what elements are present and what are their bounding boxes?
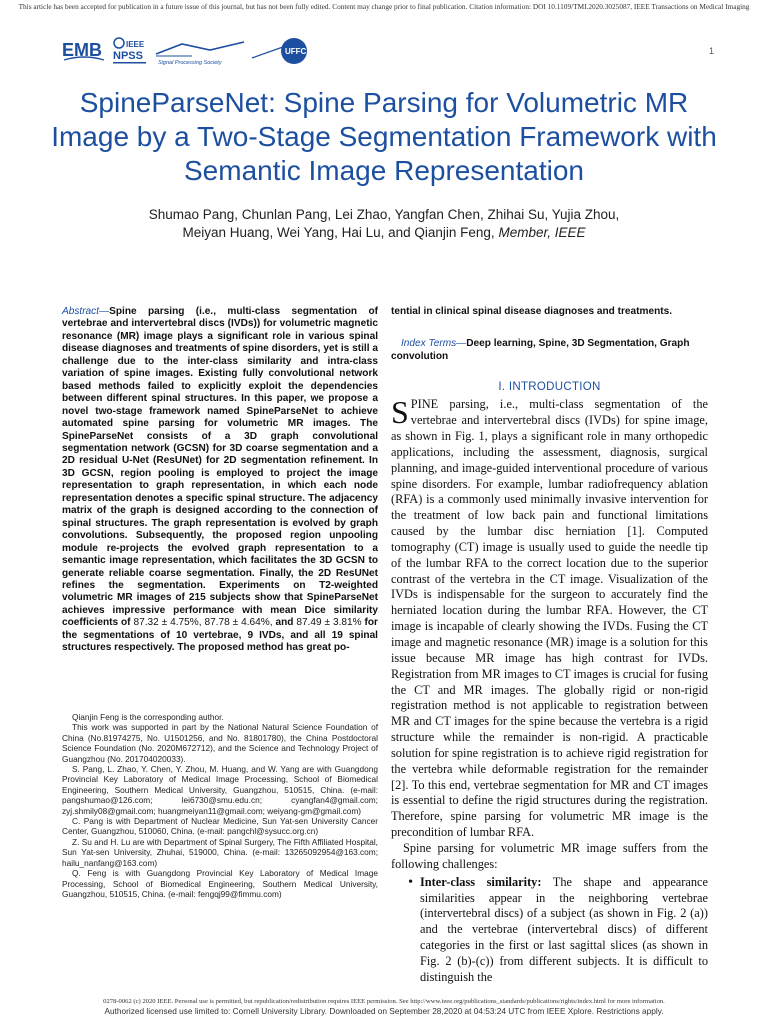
footnote-funding: This work was supported in part by the National Natural Science Foundation of China (No.81974275, No. U1501256, and No. 81801780), the China Postdoctoral Science Foundation (No. 2020M672712), and the Science and Technology Project of Guangzhou (No. 201704020033).: [62, 722, 378, 764]
abstract: [62, 306, 378, 655]
challenge-bullet: [391, 875, 708, 986]
footnote-affiliation-4: Q. Feng is with Guangdong Provincial Key Laboratory of Medical Image Processing, School of Biomedical Engineering, Southern Medical University, Guangzhou, 510515, China. (e-mail: fengqj99@fimmu.com): [62, 868, 378, 899]
svg-text:EMB: EMB: [62, 40, 102, 60]
footnote-affiliation-1: S. Pang, L. Zhao, Y. Chen, Y. Zhou, M. Huang, and W. Yang are with Guangdong Provincial Key Laboratory of Medical Image Processing, School of Biomedical Engineering, Southern Medical University, Guangzhou, 510515, China. (e-mail: pangshumao@126.com; lei6730@smu.edu.cn; cyangfan4@gmail.com; zyj.shmily08@gmail.com; huangmeiyan11@gmail.com; weiyang-gm@gmail.com): [62, 764, 378, 816]
section-heading: [391, 381, 708, 393]
bullet-body: The shape and appearance similarities appear in the neighboring vertebrae (intervertebral discs) of a subject (as shown in Fig. 2 (a)) and the vertebrae (intervertebral discs) of different categories in the first or last sagittal slices (as shown in Fig. 2 (b)-(c)) from different subjects. It is difficult to distinguish the: [420, 874, 708, 984]
author-list: [60, 206, 708, 242]
section-title: INTRODUCTION: [508, 381, 601, 394]
npss-logo: [112, 36, 148, 66]
signal-processing-society-logo: [152, 36, 248, 66]
intro-paragraph-1: [391, 394, 708, 841]
svg-text:IEEE: IEEE: [126, 40, 145, 49]
bullet-dot-icon: •: [408, 874, 413, 890]
footnote-affiliation-2: C. Pang is with Department of Nuclear Medicine, Sun Yat-sen University Cancer Center, Guangzhou, 510060, China. (e-mail: pangchl@sysucc.org.cn): [62, 816, 378, 837]
right-column: [391, 306, 708, 986]
section-number: I.: [498, 381, 506, 394]
footnotes: [62, 712, 378, 899]
svg-text:UFFC: UFFC: [285, 47, 307, 56]
index-terms: [391, 338, 708, 363]
drop-cap: S: [391, 394, 409, 431]
copyright-notice: 0278-0062 (c) 2020 IEEE. Personal use is permitted, but republication/redistribution requires IEEE permission. See http://www.ieee.org/publications_standards/publications/rights/index.html for more information.: [103, 998, 665, 1005]
uffc-logo: [250, 36, 310, 66]
abstract-text-1: Spine parsing (i.e., multi-class segmentation of vertebrae and intervertebral discs (IVDs)) for volumetric magnetic resonance (MR) image plays a significant role in various spinal disease diagnoses and treatments of spine disorders, yet is still a challenge due to the inter-class similarity and intra-class variation of spine images. Existing fully convolutional network based methods failed to explicitly exploit the dependencies between different spinal structures. In this paper, we propose a novel two-stage framework named SpineParseNet to achieve automated spine parsing for volumetric MR images. The SpineParseNet consists of a 3D graph convolutional segmentation network (GCSN) for 3D coarse segmentation and a 2D residual U-Net (ResUNet) for 2D segmentation refinement. In 3D GCSN, region pooling is employed to project the image representation to graph representation, in which each node representation denotes a specific spinal structure. The adjacency matrix of the graph is designed according to the connection of spinal structures. The graph representation is evolved by graph convolutions. Subsequently, the proposed region unpooling module re-projects the evolved graph representation to a semantic image representation, which facilitates the 3D GCSN to generate reliable coarse segmentation. Finally, the 2D ResUNet refines the segmentation. Experiments on T2-weighted volumetric MR images of 215 subjects show that SpineParseNet achieves impressive performance with mean Dice similarity coefficients of: [62, 306, 378, 629]
dsc-values-2: 87.49 ± 3.81%: [296, 617, 362, 629]
publication-notice: This article has been accepted for publication in a future issue of this journal, but has not been fully edited. Content may change prior to final publication. Citation information: DOI 10.1109/TMI.2020.3025087, IEEE Transactions on Medical Imaging: [18, 2, 750, 11]
authors-line-2: Meiyan Huang, Wei Yang, Hai Lu, and Qianjin Feng,: [182, 225, 495, 240]
bullet-label: Inter-class similarity:: [420, 874, 542, 889]
footnote-corresponding: Qianjin Feng is the corresponding author.: [72, 712, 224, 722]
svg-text:Signal Processing Society: Signal Processing Society: [158, 60, 222, 66]
dsc-values-1: 87.32 ± 4.75%, 87.78 ± 4.64%,: [133, 617, 273, 629]
page-number: 1: [708, 46, 714, 56]
intro-p1-text: PINE parsing, i.e., multi-class segmentation of the vertebrae and intervertebral discs (IVDs) for spine image, as shown in Fig. 1, plays a significant role in many orthopedic applications, including the assessment, diagnosis, surgical planning, and image-guided interventional procedure of various spine disorders. For example, lumbar radiofrequency ablation (RFA) is a commonly used minimally invasive intervention for the treatment of low back pain and functional limitations caused by the lumbar disc herniation [1]. Computed tomography (CT) image is usually used to guide the needle tip of the lumbar RFA to the correct location due to the superior contrast of the vertebra in the CT image. Visualization of the IVDs is indispensable for the surgeon to accurately find the herniated location during the lumbar RFA. However, the CT image is incapable of clearly showing the IVDs. Fusing the CT image and magnetic resonance (MR) image is a solution for this issue because MR image has high contrast for IVDs. Registration from MR images to CT images is crucial for fusing the CT and MR images. The globally rigid or non-rigid registration method is not applicable to registration between MR and CT images for the spine because the vertebra is a rigid structure while the remainder is non-rigid. A practicable solution for spine registration is to achieve rigid registration for the vertebra while deformable registration for the remainder [2]. To this end, vertebrae segmentation for MR and CT images is essential to define the rigid structures during the registration. Therefore, spine parsing for volumetric MR image is the precondition of lumbar RFA.: [391, 397, 708, 840]
abstract-and: and: [275, 617, 294, 629]
abstract-lead: Abstract—: [62, 306, 110, 317]
index-terms-lead: Index Terms—: [401, 338, 467, 350]
footnote-affiliation-3: Z. Su and H. Lu are with Department of Spinal Surgery, The Fifth Affiliated Hospital, Sun Yat-sen University, Zhuhai, 519000, China. (e-mail: 13265092954@163.com; hailu_nanfang@163.com): [62, 836, 378, 868]
authors-line-1: Shumao Pang, Chunlan Pang, Lei Zhao, Yangfan Chen, Zhihai Su, Yujia Zhou,: [148, 207, 620, 222]
bullet-text: [420, 875, 708, 986]
society-logos: [62, 36, 322, 66]
left-column: [62, 306, 378, 655]
emb-logo: [62, 36, 106, 64]
svg-text:NPSS: NPSS: [113, 50, 143, 62]
abstract-text-2: for the segmentations of 10 vertebrae, 9 IVDs, and all 19 spinal structures respectively. The proposed method has great po-: [62, 617, 378, 654]
index-terms-text: Deep learning, Spine, 3D Segmentation, Graph convolution: [391, 338, 690, 362]
intro-paragraph-2: Spine parsing for volumetric MR image suffers from the following challenges:: [391, 840, 708, 871]
author-membership: Member, IEEE: [498, 225, 586, 240]
paper-title: SpineParseNet: Spine Parsing for Volumetric MR Image by a Two-Stage Segmentation Framework with Semantic Image Representation: [51, 87, 717, 186]
abstract-continuation: tential in clinical spinal disease diagnoses and treatments.: [391, 306, 673, 317]
license-notice: Authorized licensed use limited to: Cornell University Library. Downloaded on September 28,2020 at 04:53:24 UTC from IEEE Xplore. Restrictions apply.: [104, 1006, 664, 1016]
